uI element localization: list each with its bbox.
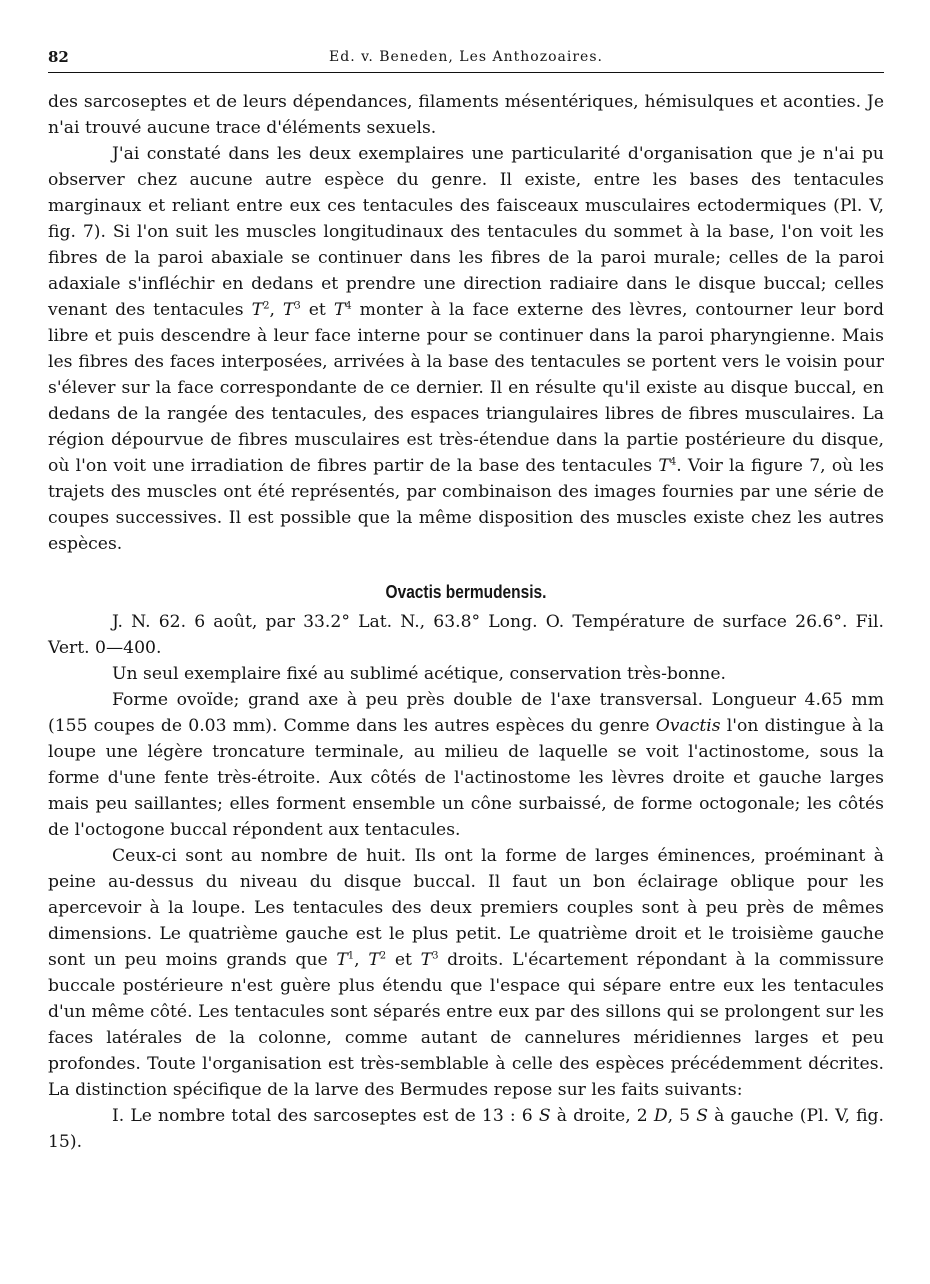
tentacle-symbol: T xyxy=(333,300,346,320)
tentacle-symbol: T xyxy=(658,456,670,476)
running-title: Ed. v. Beneden, Les Anthozoaires. xyxy=(329,49,603,65)
tentacle-symbol: T xyxy=(282,300,295,320)
tentacle-symbol: T xyxy=(368,950,380,970)
paragraph: Forme ovoïde; grand axe à peu près double de l'axe transversal. Longueur 4.65 mm (155 coupes de 0.03 mm). Comme dans les autres espèces du genre Ovactis l'on distingue à la loupe une légère troncature terminale, au milieu de laquelle se voit l'actinostome, sous la forme d'une fente très-étroite. Aux côtés de l'actinostome les lèvres droite et gauche larges mais peu saillantes; elles forment ensemble un cône surbaissé, de forme octogonale; les côtés de l'octogone buccal répondent aux tentacules. xyxy=(48,690,884,840)
paragraph: des sarcoseptes et de leurs dépendances, filaments mésentériques, hémisulques et aconties. Je n'ai trouvé aucune trace d'éléments sexuels. xyxy=(48,92,884,138)
genus-name: Ovactis xyxy=(655,716,721,736)
page-header xyxy=(48,46,884,73)
tentacle-symbol: T xyxy=(251,300,264,320)
paragraph: Ceux-ci sont au nombre de huit. Ils ont la forme de larges éminences, proéminant à peine au-dessus du niveau du disque buccal. Il faut un bon éclairage oblique pour les apercevoir à la loupe. Les tentacules des deux premiers couples sont à peu près de mêmes dimensions. Le quatrième gauche est le plus petit. Le quatrième droit et le troisième gauche sont un peu moins grands que $T^1$, $T^2$ et $T^3$ droits. L'écartement répondant à la commissure buccale postérieure n'est guère plus étendu que l'espace qui sépare entre eux les tentacules d'un même côté. Les tentacules sont séparés entre eux par des sillons qui se prolongent sur les faces latérales de la colonne, comme autant de cannelures méridiennes larges et peu profondes. Toute l'organisation est très-semblable à celle des espèces précédemment décrites. La distinction spécifique de la larve des Bermudes repose sur les faits suivants: xyxy=(48,846,884,1100)
tentacle-symbol: T xyxy=(420,950,433,970)
section-title: Ovactis bermudensis. xyxy=(385,582,547,602)
paragraph: J'ai constaté dans les deux exemplaires une particularité d'organisation que je n'ai pu observer chez aucune autre espèce du genre. Il existe, entre les bases des tentacules marginaux et reliant entre eux ces tentacules des faisceaux musculaires ectodermiques (Pl. V, fig. 7). Si l'on suit les muscles longitudinaux des tentacules du sommet à la base, l'on voit les fibres de la paroi abaxiale se continuer dans les fibres de la paroi murale; celles de la paroi adaxiale s'infléchir en dedans et prendre une direction radiaire dans le disque buccal; celles venant des tentacules $T^2$, $T^3$ et $T^4$ monter à la face externe des lèvres, contourner leur bord libre et puis descendre à leur face interne pour se continuer dans la paroi pharyngienne. Mais les fibres des faces interposées, arrivées à la base des tentacules se portent vers le voisin pour s'élever sur la face correspondante de ce dernier. Il en résulte qu'il existe au disque buccal, en dedans de la rangée des tentacules, des espaces triangulaires libres de fibres musculaires. La région dépourvue de fibres musculaires est très-étendue dans la partie postérieure du disque, où l'on voit une irradiation de fibres partir de la base des tentacules $T^4$. Voir la figure 7, où les trajets des muscles ont été représentés, par combinaison des images fournies par une série de coupes successives. Il est possible que la même disposition des muscles existe chez les autres espèces. xyxy=(48,144,884,554)
paragraph: I. Le nombre total des sarcoseptes est de 13 : 6 S à droite, 2 D, 5 S à gauche (Pl. V, fig. 15). xyxy=(48,1106,885,1152)
paragraph: Un seul exemplaire fixé au sublimé acétique, conservation très-bonne. xyxy=(112,664,727,684)
page xyxy=(48,46,884,1155)
page-number: 82 xyxy=(48,48,69,66)
body-text xyxy=(48,89,884,1155)
tentacle-symbol: T xyxy=(336,950,348,970)
paragraph: J. N. 62. 6 août, par 33.2° Lat. N., 63.8° Long. O. Température de surface 26.6°. Fil. Vert. 0—400. xyxy=(48,612,884,658)
